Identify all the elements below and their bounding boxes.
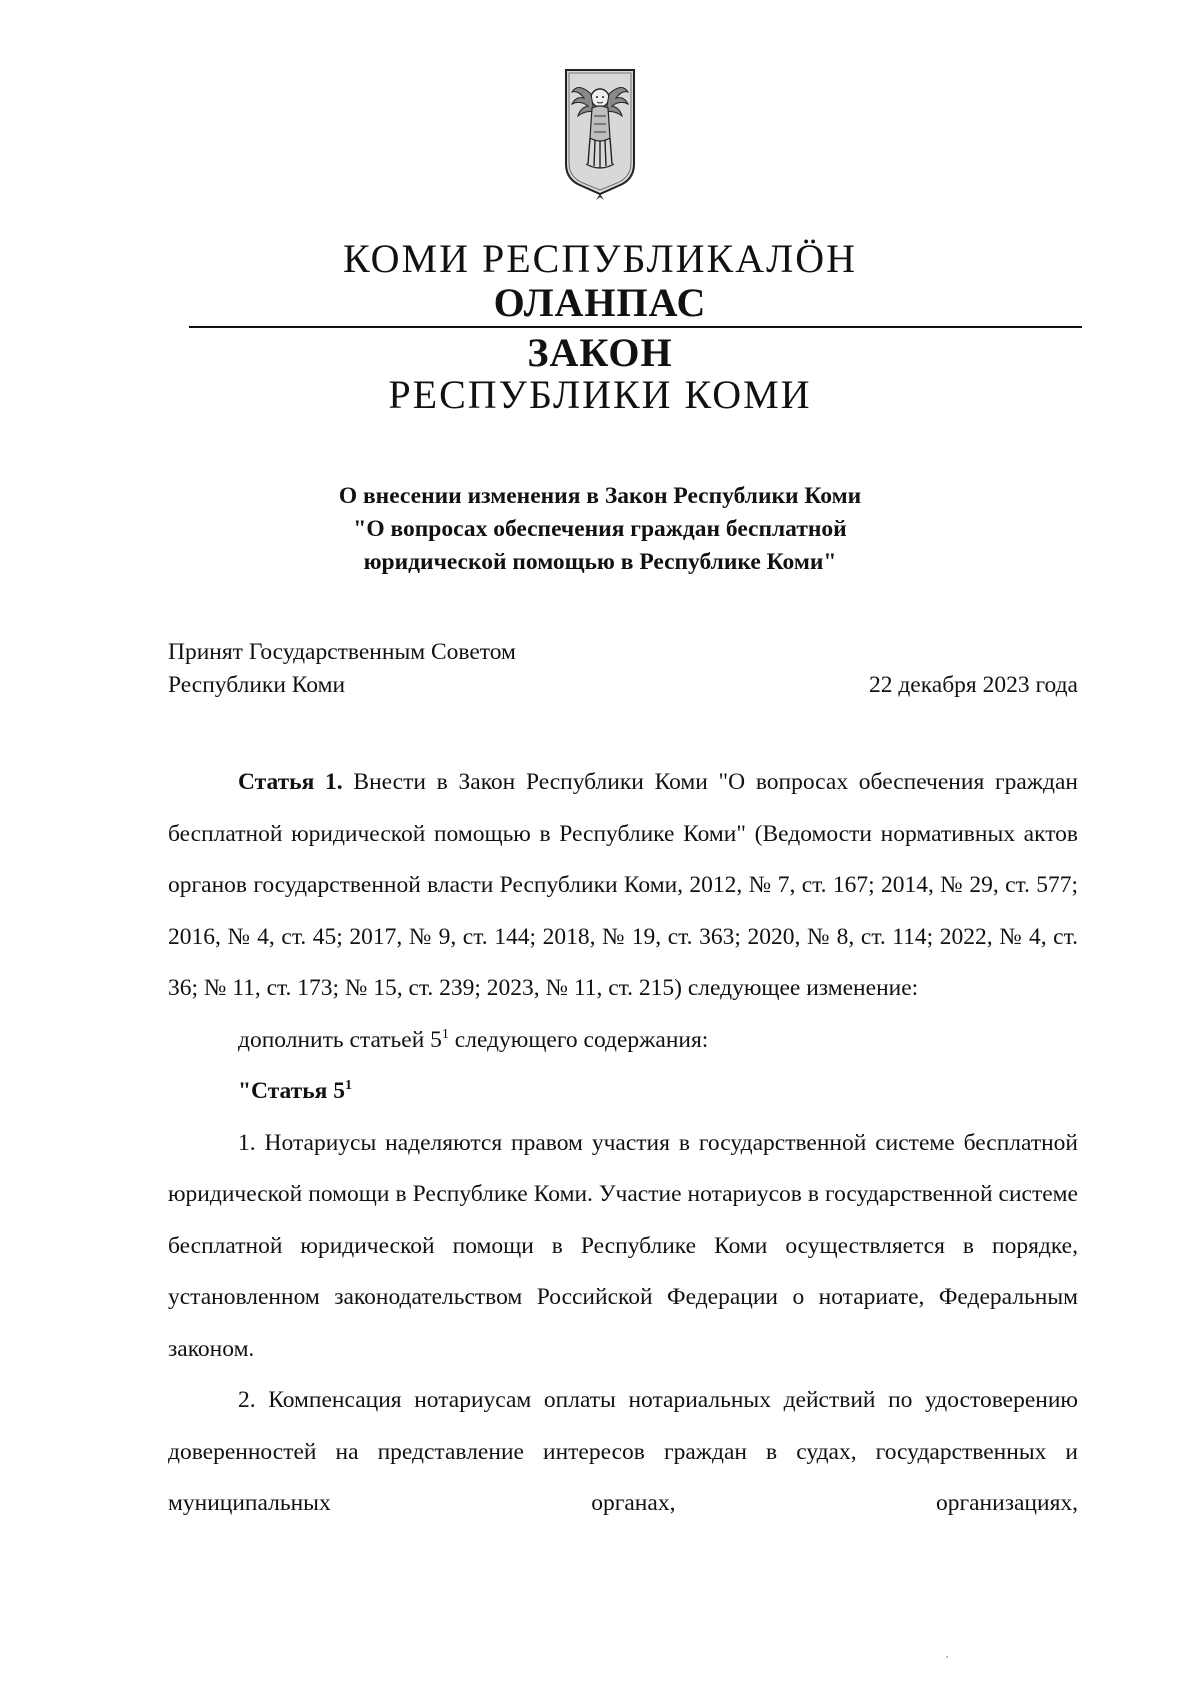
- article-5-1-paragraph-2: 2. Компенсация нотариусам оплаты нотариальных действий по удостоверению доверенностей на представление интересов граждан в судах, государственных и муниципальных органах, организациях,: [168, 1387, 1078, 1516]
- law-title-line-3: юридической помощью в Республике Коми": [363, 549, 837, 575]
- header-divider: [189, 326, 1082, 328]
- article-5-1-heading: [168, 1066, 1078, 1118]
- law-title-line-1: О внесении изменения в Закон Республики Коми: [338, 483, 862, 509]
- header-olanpas: ОЛАНПАС: [493, 280, 707, 325]
- header-republic-komi: РЕСПУБЛИКИ КОМИ: [388, 372, 812, 417]
- article-5-1-superscript: 1: [345, 1078, 352, 1094]
- article-1-text: Внести в Закон Республики Коми "О вопросах обеспечения граждан бесплатной юридической помощью в Республике Коми" (Ведомости нормативных актов органов государственной власти Республики Коми, 2012, № 7, ст. 167; 2014, № 29, ст. 577; 2016, № 4, ст. 45; 2017, № 9, ст. 144; 2018, № 19, ст. 363; 2020, № 8, ст. 114; 2022, № 4, ст. 36; № 11, ст. 173; № 15, ст. 239; 2023, № 11, ст. 215) следующее изменение:: [168, 769, 1079, 1001]
- adopted-by-line-2: Республики Коми: [168, 672, 346, 698]
- article-1-label: Статья 1.: [238, 769, 343, 795]
- adoption-block: [168, 636, 1078, 702]
- adopted-by-line-1: Принят Государственным Советом: [168, 639, 516, 665]
- supplement-line: [168, 1015, 1078, 1067]
- header-komi-republic: КОМИ РЕСПУБЛИКАЛÖН: [342, 236, 858, 281]
- law-body: [168, 757, 1078, 1530]
- article-5-1-label: "Статья 5: [238, 1078, 345, 1104]
- scan-speck: [946, 1656, 948, 1658]
- coat-of-arms-emblem: [564, 68, 636, 202]
- supplement-text-after: следующего содержания:: [448, 1026, 709, 1053]
- article-1-paragraph: [168, 757, 1078, 1015]
- law-title-line-2: "О вопросах обеспечения граждан бесплатной: [353, 516, 847, 542]
- article-5-1-paragraph-1: 1. Нотариусы наделяются правом участия в государственной системе бесплатной юридической помощи в Республике Коми. Участие нотариусов в государственной системе бесплатной юридической помощи в Республике Коми осуществляется в порядке, установленном законодательством Российской Федерации о нотариате, Федеральным законом.: [168, 1129, 1078, 1362]
- supplement-text-before: дополнить статьей 5: [238, 1026, 442, 1053]
- adoption-date: 22 декабря 2023 года: [868, 672, 1078, 698]
- supplement-superscript: 1: [441, 1026, 449, 1042]
- law-title: [0, 480, 1200, 579]
- header-zakon: ЗАКОН: [527, 330, 673, 375]
